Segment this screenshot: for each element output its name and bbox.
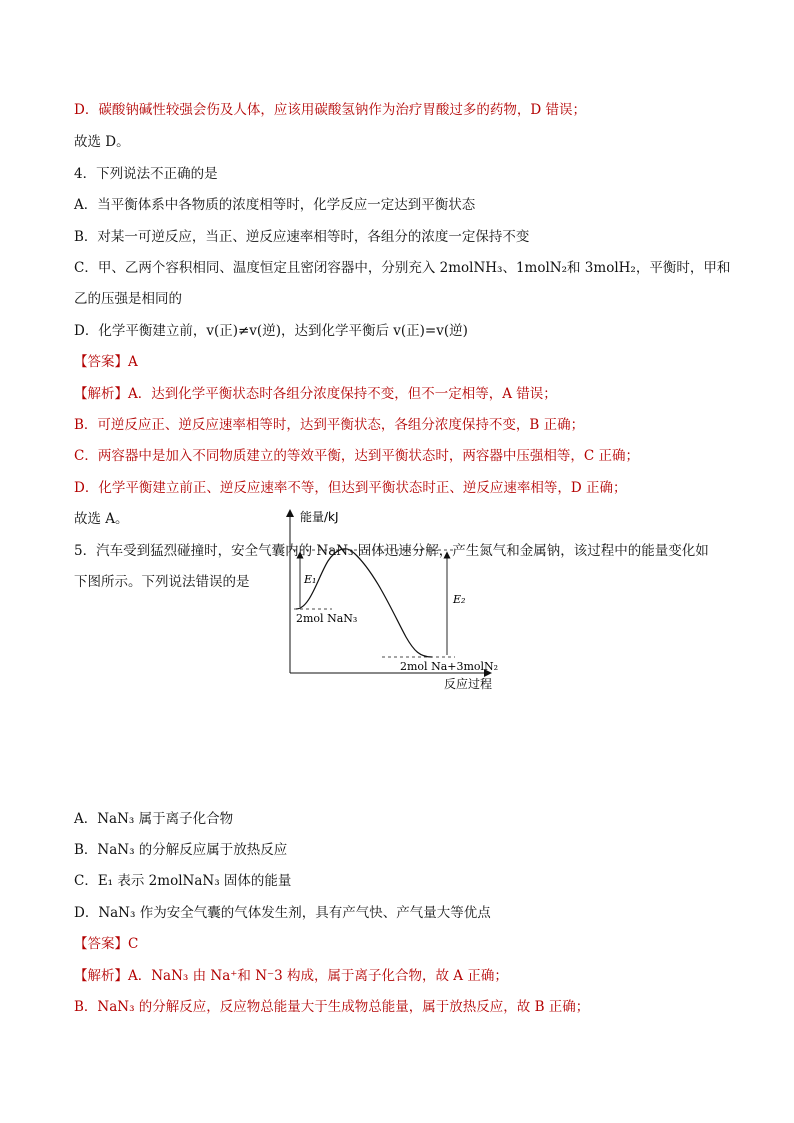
- q4-answer: 【答案】A: [74, 354, 138, 370]
- product-label: 2mol Na+3molN₂: [400, 660, 499, 673]
- q4-explanation-b: B．可逆反应正、逆反应速率相等时，达到平衡状态，各组分浓度保持不变，B 正确；: [74, 417, 585, 433]
- q5-answer: 【答案】C: [74, 936, 139, 952]
- q5-stem-line2: 下图所示。下列说法错误的是: [74, 574, 250, 590]
- q3-choice: 故选 D。: [74, 134, 130, 150]
- reaction-curve: [296, 549, 432, 657]
- x-axis-label: 反应过程: [444, 677, 493, 691]
- q5-option-c: C．E₁ 表示 2molNaN₃ 固体的能量: [74, 873, 292, 889]
- q4-option-a: A．当平衡体系中各物质的浓度相等时，化学反应一定达到平衡状态: [74, 197, 476, 213]
- q4-stem: 4．下列说法不正确的是: [74, 166, 218, 182]
- q5-stem-line1: 5．汽车受到猛烈碰撞时，安全气囊内的 NaN₃ 固体迅速分解，产生氮气和金属钠，该过程中的能量变化如: [74, 543, 709, 559]
- q5-explanation-a: 【解析】A．NaN₃ 由 Na⁺和 N⁻3 构成，属于离子化合物，故 A 正确；: [74, 968, 508, 984]
- e1-label: E₁: [304, 573, 317, 586]
- q5-explanation-b: B．NaN₃ 的分解反应，反应物总能量大于生成物总能量，属于放热反应，故 B 正确；: [74, 999, 590, 1015]
- q5-option-d: D．NaN₃ 作为安全气囊的气体发生剂，具有产气快、产气量大等优点: [74, 905, 491, 921]
- q4-choice: 故选 A。: [74, 511, 129, 527]
- e2-label: E₂: [453, 593, 466, 606]
- y-axis-label: 能量/kJ: [300, 510, 339, 524]
- q3-option-d-explanation: D．碳酸钠碱性较强会伤及人体，应该用碳酸氢钠作为治疗胃酸过多的药物，D 错误；: [74, 102, 586, 118]
- q4-explanation-a: 【解析】A．达到化学平衡状态时各组分浓度保持不变，但不一定相等，A 错误；: [74, 386, 557, 402]
- q4-option-c-line2: 乙的压强是相同的: [74, 291, 182, 307]
- q5-option-b: B．NaN₃ 的分解反应属于放热反应: [74, 842, 288, 858]
- q4-option-b: B．对某一可逆反应，当正、逆反应速率相等时，各组分的浓度一定保持不变: [74, 229, 530, 245]
- q4-explanation-c: C．两容器中是加入不同物质建立的等效平衡，达到平衡状态时，两容器中压强相等，C 正确；: [74, 448, 639, 464]
- q4-explanation-d: D．化学平衡建立前正、逆反应速率不等，但达到平衡状态时正、逆反应速率相等，D 正确；: [74, 480, 627, 496]
- q4-option-c-line1: C．甲、乙两个容积相同、温度恒定且密闭容器中，分别充入 2molNH₃、1molN₂和 3molH₂，平衡时，甲和: [74, 260, 731, 276]
- q4-option-d: D．化学平衡建立前，v(正)≠v(逆)，达到化学平衡后 v(正)=v(逆): [74, 323, 468, 339]
- reactant-label: 2mol NaN₃: [296, 612, 358, 625]
- energy-diagram: [210, 505, 499, 700]
- q5-option-a: A．NaN₃ 属于离子化合物: [74, 811, 234, 827]
